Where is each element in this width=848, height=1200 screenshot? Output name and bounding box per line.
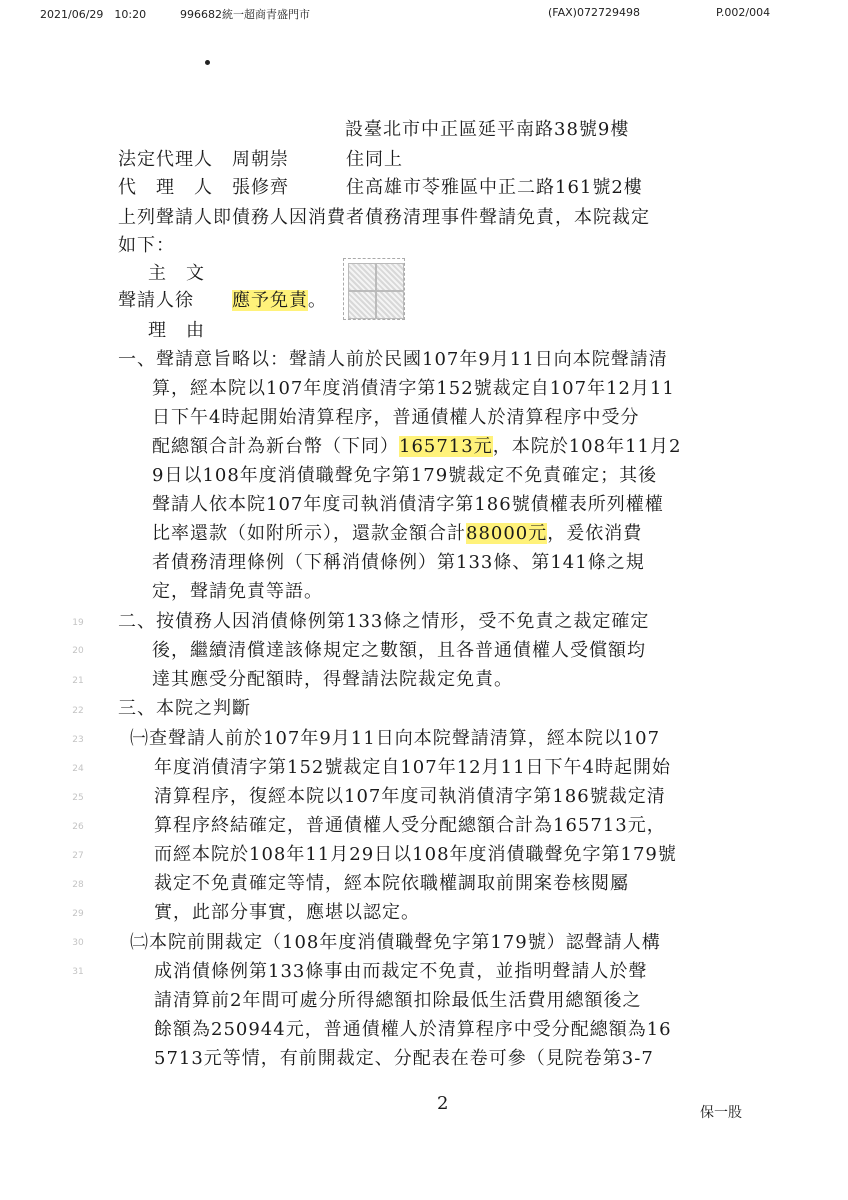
text-line: 清算程序，復經本院以107年度司執消債清字第186號裁定清 — [154, 786, 666, 807]
page-number: 2 — [437, 1093, 449, 1114]
text-line: 裁定不免責確定等情，經本院依職權調取前開案卷核閱屬 — [154, 873, 629, 894]
text-line: ㈠查聲請人前於107年9月11日向本院聲請清算，經本院以107 — [130, 728, 661, 749]
text-line: ㈡本院前開裁定（108年度消債職聲免字第179號）認聲請人構 — [130, 932, 661, 953]
gutter-number: 27 — [72, 851, 84, 861]
gutter-number: 28 — [72, 880, 84, 890]
gutter-number: 25 — [72, 793, 84, 803]
text-line: 一、聲請意旨略以：聲請人前於民國107年9月11日向本院聲請清 — [118, 349, 668, 370]
gutter-number: 31 — [72, 967, 84, 977]
text-line — [152, 435, 681, 459]
text-line: 實，此部分事實，應堪以認定。 — [154, 902, 420, 923]
text-line: 上列聲請人即債務人因消費者債務清理事件聲請免責，本院裁定 — [118, 207, 650, 228]
fax-page: P.002/004 — [716, 6, 771, 19]
scan-speck — [205, 60, 210, 65]
section-heading-main: 主 文 — [148, 263, 205, 284]
gutter-number: 19 — [72, 618, 84, 628]
legal-rep-line: 法定代理人 周朝崇 住同上 — [118, 149, 403, 170]
gutter-number: 24 — [72, 764, 84, 774]
section-heading-judgment: 三、本院之判斷 — [118, 698, 251, 719]
gutter-number: 29 — [72, 909, 84, 919]
text-line: 聲請人依本院107年度司執消債清字第186號債權表所列權權 — [152, 494, 664, 515]
address-line: 設臺北市中正區延平南路38號9樓 — [345, 119, 630, 140]
text-prefix: 配總額合計為新台幣（下同） — [152, 436, 399, 457]
highlighted-amount: 165713元 — [399, 436, 493, 457]
text-prefix: 比率還款（如附所示），還款金額合計 — [152, 523, 466, 544]
highlighted-amount: 88000元 — [466, 523, 548, 544]
division-label: 保一股 — [700, 1105, 742, 1121]
ruling-suffix: 。 — [308, 290, 327, 311]
section-heading-reason: 理 由 — [148, 320, 205, 341]
seal-stamp — [343, 258, 405, 320]
gutter-number: 21 — [72, 676, 84, 686]
text-line: 成消債條例第133條事由而裁定不免責，並指明聲請人於聲 — [154, 961, 648, 982]
text-line: 日下午4時起開始清算程序，普通債權人於清算程序中受分 — [152, 407, 640, 428]
gutter-number: 20 — [72, 646, 84, 656]
fax-header — [0, 6, 848, 22]
text-line: 請清算前2年間可處分所得總額扣除最低生活費用總額後之 — [154, 990, 642, 1011]
ruling-line — [118, 289, 327, 313]
fax-sender: 996682統一超商青盛門市 — [180, 8, 310, 21]
text-suffix: ，本院於108年11月2 — [492, 436, 682, 457]
text-line — [152, 522, 642, 546]
text-line: 達其應受分配額時，得聲請法院裁定免責。 — [152, 669, 513, 690]
text-line: 年度消債清字第152號裁定自107年12月11日下午4時起開始 — [154, 757, 671, 778]
text-suffix: ，爰依消費 — [547, 523, 643, 544]
text-line: 算，經本院以107年度消債清字第152號裁定自107年12月11 — [152, 378, 675, 399]
text-line: 5713元等情，有前開裁定、分配表在卷可參（見院卷第3-7 — [154, 1048, 654, 1069]
ruling-prefix: 聲請人徐 — [118, 290, 194, 311]
fax-number: (FAX)072729498 — [548, 6, 640, 19]
text-line: 餘額為250944元，普通債權人於清算程序中受分配總額為16 — [154, 1019, 672, 1040]
text-line: 者債務清理條例（下稱消債條例）第133條、第141條之規 — [152, 552, 645, 573]
gutter-number: 22 — [72, 706, 84, 716]
text-line: 後，繼續清償達該條規定之數額，且各普通債權人受償額均 — [152, 640, 646, 661]
agent-line: 代 理 人 張修齊 住高雄市苓雅區中正二路161號2樓 — [118, 177, 643, 198]
text-line: 定，聲請免責等語。 — [152, 581, 323, 602]
text-line: 如下： — [118, 235, 175, 256]
fax-datetime: 2021/06/29 10:20 — [40, 8, 147, 21]
gutter-number: 23 — [72, 735, 84, 745]
text-line: 9日以108年度消債職聲免字第179號裁定不免責確定；其後 — [152, 465, 658, 486]
text-line: 而經本院於108年11月29日以108年度消債職聲免字第179號 — [154, 844, 677, 865]
text-line: 二、按債務人因消債條例第133條之情形，受不免責之裁定確定 — [118, 611, 650, 632]
text-line: 算程序終結確定，普通債權人受分配總額合計為165713元， — [154, 815, 666, 836]
ruling-highlight: 應予免責 — [232, 290, 308, 311]
gutter-number: 26 — [72, 822, 84, 832]
gutter-number: 30 — [72, 938, 84, 948]
